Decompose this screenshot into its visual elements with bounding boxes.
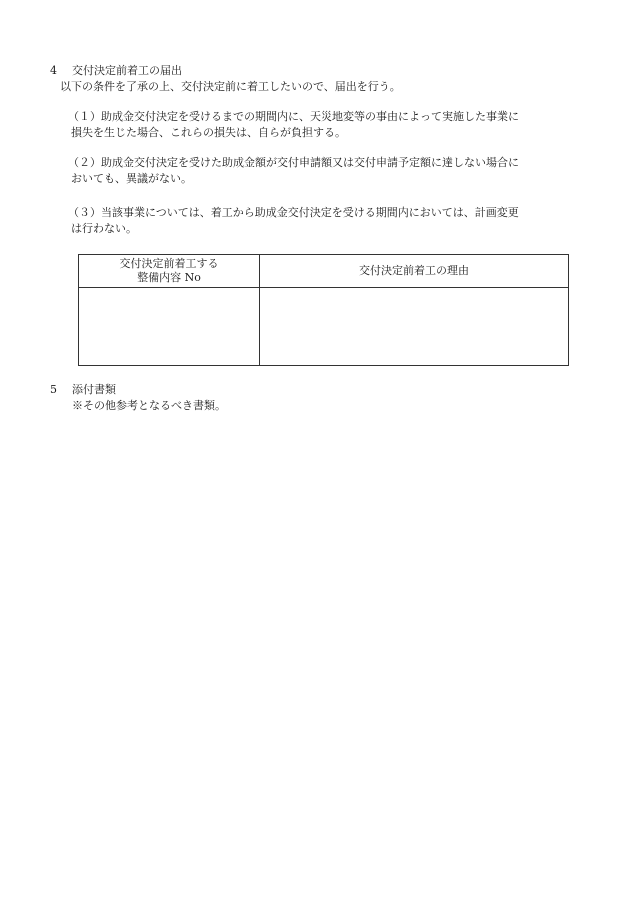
- col-header-item-no: [79, 255, 260, 288]
- condition-2-label: （２）: [68, 156, 101, 169]
- condition-1-continuation: 損失を生じた場合、これらの損失は、自らが負担する。: [71, 126, 346, 139]
- table-row: [79, 288, 569, 366]
- table-header-row: [79, 255, 569, 288]
- section-4-intro: 以下の条件を了承の上、交付決定前に着工したいので、届出を行う。: [60, 80, 401, 93]
- condition-3-label: （３）: [68, 206, 101, 219]
- condition-2: [68, 156, 519, 170]
- section-4-title: 交付決定前着工の届出: [72, 64, 182, 77]
- section-5-note: ※その他参考となるべき書類。: [72, 399, 226, 412]
- section-4-heading: [50, 64, 182, 78]
- section-4-number: 4: [50, 64, 57, 77]
- pre-commencement-table: [78, 254, 569, 366]
- condition-2-continuation: おいても、異議がない。: [71, 172, 192, 185]
- condition-1-line1: 助成金交付決定を受けるまでの期間内に、天災地変等の事由によって実施した事業に: [101, 110, 519, 123]
- col-header-item-no-line2: 整備内容 No: [137, 271, 201, 284]
- condition-3-line1: 当該事業については、着工から助成金交付決定を受ける期間内においては、計画変更: [101, 206, 519, 219]
- condition-3-continuation: は行わない。: [71, 222, 137, 235]
- condition-3: [68, 206, 519, 220]
- condition-1-label: （１）: [68, 110, 101, 123]
- section-5-heading: [50, 383, 116, 397]
- col-header-reason: 交付決定前着工の理由: [260, 255, 569, 288]
- condition-2-line1: 助成金交付決定を受けた助成金額が交付申請額又は交付申請予定額に達しない場合に: [101, 156, 519, 169]
- section-5-number: 5: [50, 383, 57, 396]
- col-header-item-no-line1: 交付決定前着工する: [119, 257, 219, 270]
- cell-reason[interactable]: [260, 288, 569, 366]
- condition-1: [68, 110, 519, 124]
- cell-item-no[interactable]: [79, 288, 260, 366]
- section-5-title: 添付書類: [72, 383, 116, 396]
